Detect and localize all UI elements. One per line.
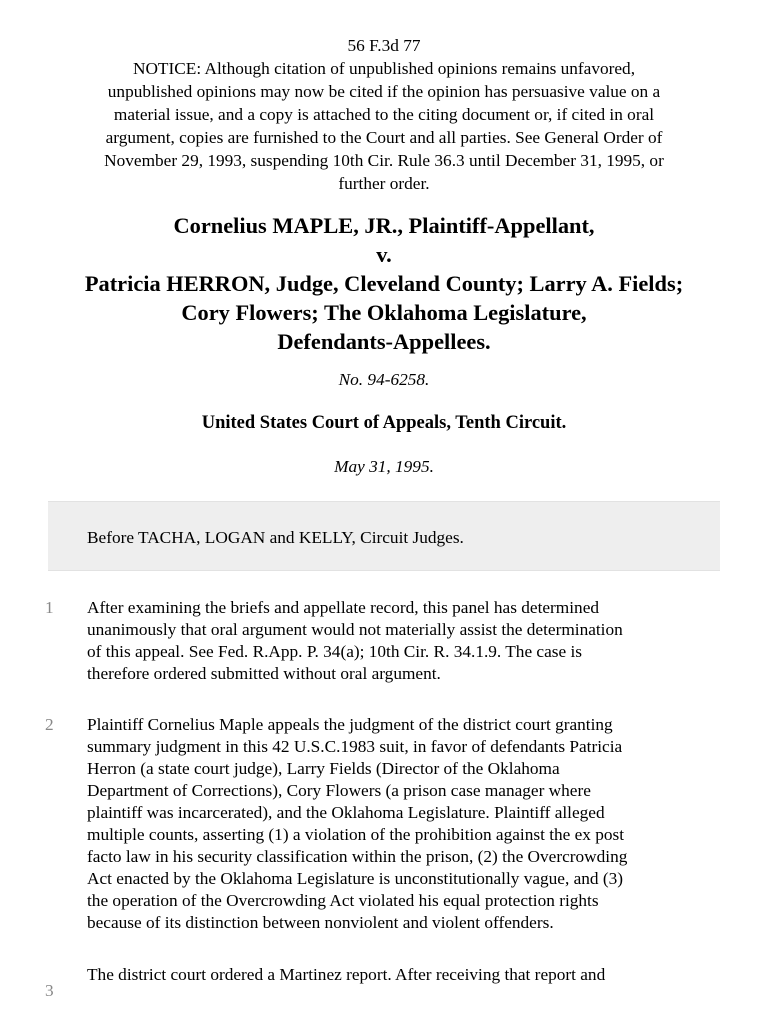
- citation: 56 F.3d 77: [347, 36, 421, 55]
- text-line: summary judgment in this 42 U.S.C.1983 suit, in favor of defendants Patricia: [87, 737, 623, 756]
- paragraph-text: [87, 597, 727, 685]
- notice-line: further order.: [338, 174, 430, 193]
- docket-number: No. 94-6258.: [338, 370, 430, 389]
- text-line: The district court ordered a Martinez report. After receiving that report and: [87, 965, 606, 984]
- notice-line: November 29, 1993, suspending 10th Cir. Rule 36.3 until December 31, 1995, or: [104, 151, 664, 170]
- caption-line: Defendants-Appellees.: [277, 329, 491, 354]
- judges-panel: [48, 501, 720, 571]
- notice-line: unpublished opinions may now be cited if the opinion has persuasive value on a: [107, 82, 661, 101]
- text-line: plaintiff was incarcerated), and the Oklahoma Legislature. Plaintiff alleged: [87, 803, 605, 822]
- caption-line: Cory Flowers; The Oklahoma Legislature,: [181, 300, 587, 325]
- text-line: Herron (a state court judge), Larry Fields (Director of the Oklahoma: [87, 759, 560, 778]
- text-line: because of its distinction between nonviolent and violent offenders.: [87, 913, 554, 932]
- notice-line: NOTICE: Although citation of unpublished opinions remains unfavored,: [132, 59, 636, 78]
- text-line: After examining the briefs and appellate record, this panel has determined: [87, 598, 599, 617]
- paragraph-number: 3: [45, 981, 54, 1000]
- text-line: multiple counts, asserting (1) a violation of the prohibition against the ex post: [87, 825, 625, 844]
- text-line: therefore ordered submitted without oral argument.: [87, 664, 441, 683]
- text-line: unanimously that oral argument would not materially assist the determination: [87, 620, 623, 639]
- case-caption: [0, 211, 768, 356]
- caption-line: Patricia HERRON, Judge, Cleveland County; Larry A. Fields;: [84, 271, 684, 296]
- paragraph-text: [87, 964, 727, 986]
- text-line: the operation of the Overcrowding Act violated his equal protection rights: [87, 891, 599, 910]
- text-line: Department of Corrections), Cory Flowers (a prison case manager where: [87, 781, 591, 800]
- notice-line: material issue, and a copy is attached to the citing document or, if cited in oral: [113, 105, 655, 124]
- caption-line: Cornelius MAPLE, JR., Plaintiff-Appellant,: [173, 213, 595, 238]
- paragraph-number: 2: [45, 715, 54, 734]
- text-line: Act enacted by the Oklahoma Legislature is unconstitutionally vague, and (3): [87, 869, 624, 888]
- decision-date: May 31, 1995.: [334, 457, 434, 476]
- caption-line: v.: [376, 242, 392, 267]
- text-line: facto law in his security classification within the prison, (2) the Overcrowding: [87, 847, 628, 866]
- paragraph-number: 1: [45, 598, 54, 617]
- court-name: United States Court of Appeals, Tenth Circuit.: [201, 413, 567, 433]
- text-line: Plaintiff Cornelius Maple appeals the judgment of the district court granting: [87, 715, 613, 734]
- text-line: of this appeal. See Fed. R.App. P. 34(a); 10th Cir. R. 34.1.9. The case is: [87, 642, 583, 661]
- document-header: [40, 34, 728, 195]
- paragraph-text: [87, 714, 727, 934]
- judges-panel-text: Before TACHA, LOGAN and KELLY, Circuit Judges.: [87, 528, 464, 547]
- notice-line: argument, copies are furnished to the Court and all parties. See General Order of: [105, 128, 663, 147]
